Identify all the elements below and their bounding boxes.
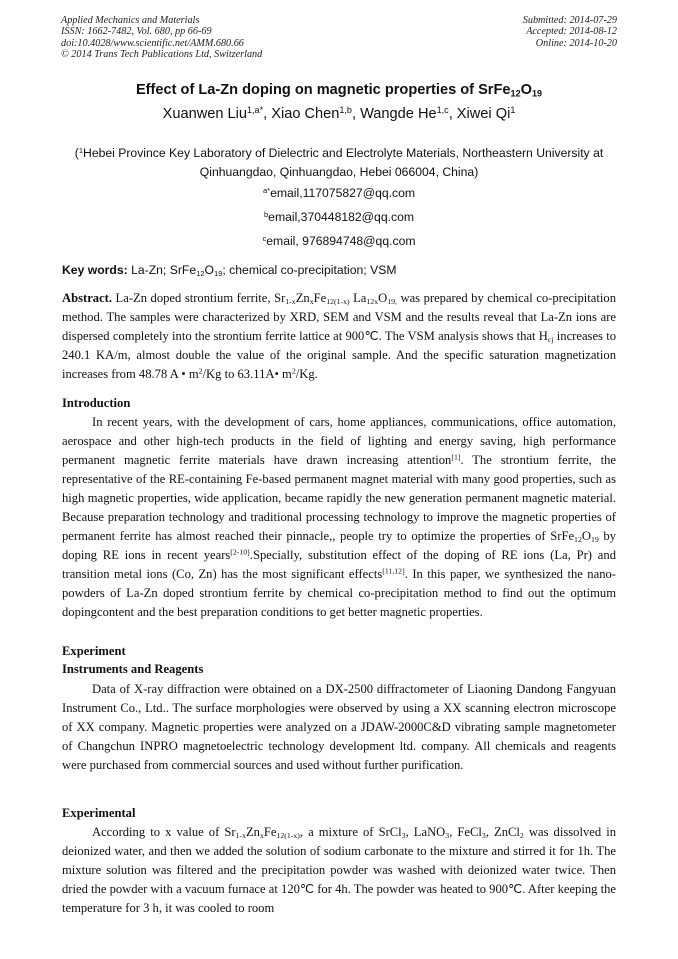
copyright-line: © 2014 Trans Tech Publications Ltd, Switzerland bbox=[61, 49, 263, 61]
email-line-a: $^{a*}$email,117075827@qq.com bbox=[262, 185, 416, 200]
author-list: Xuanwen Liu$^{1,a*}$, Xiao Chen$^{1,b}$, Wangde He$^{1,c}$, Xiwei Qi$^1$ bbox=[162, 105, 516, 122]
affiliation: ($^1$Hebei Province Key Laboratory of Dielectric and Electrolyte Materials, Northeastern University at Qinhuangdao, Qinhuangdao, Hebei 066004, China) bbox=[74, 145, 604, 179]
introduction-paragraph: In recent years, with the development of cars, home appliances, communications, office automation, aerospace and other high-tech products in the field of lighting and energy saving, high performance permanent magnetic ferrite materials have drawn increasing attention[1]. The strontium ferrite, the representative of the RE-containing Fe-based permanent magnet material with many good properties, such as high magnetic properties, wide application, became rapidly the new generation permanent magnetic material. Because preparation technology and traditional processing technology to improve the magnetic properties of permanent ferrite has almost reached their pinnacle,, people try to optimize the properties of $SrFe_{12}O_{19}$ by doping RE ions in recent years[2-10].Specially, substitution effect of the doping of RE ions (La, Pr) and transition metal ions (Co, Zn) has the most significant effects[11,12]. In this paper, we synthesized the nano-powders of La-Zn doped strontium ferrite by chemical co-precipitation method to find out the optimum dopingcontent and the best preparation conditions to get better magnetic properties. bbox=[62, 415, 616, 619]
email-line-c: $^c$email, 976894748@qq.com bbox=[262, 233, 416, 248]
abstract-paragraph: Abstract. La-Zn doped strontium ferrite, $Sr_{1-x}Zn_xFe_{12(1-x)}$ $La_{12x}O_{19,}$ was prepared by chemical co-precipitation method. The samples were characterized by XRD, SEM and VSM and the results reveal that La-Zn ions are dispersed completely into the strontium ferrite lattice at 900℃. The VSM analysis shows that $H_{cj}$ increases to 240.1 KA/m, almost double the value of the original sample. And the specific saturation magnetization increases from 48.78 A • $m^2/Kg$ to 63.11A• $m^2/Kg$. bbox=[62, 291, 616, 381]
abstract-label: Abstract. bbox=[62, 291, 113, 305]
journal-name: Applied Mechanics and Materials bbox=[61, 15, 200, 26]
email-line-b: $^b$email,370448182@qq.com bbox=[263, 209, 415, 224]
instruments-paragraph: Data of X-ray diffraction were obtained on a DX-2500 diffractometer of Liaoning Dandong Fangyuan Instrument Co., Ltd.. The surface morphologies were observed by using a XX scanning electron microscope of XX company. Magnetic properties were analyzed on a JDAW-2000C&D vibrating sample magnetometer of Changchun INPRO magnetoelectric technology development ltd. company. All chemicals and reagents were purchased from commercial sources and used without further purification. bbox=[62, 682, 616, 772]
experimental-paragraph: According to x value of $Sr_{1-x}Zn_xFe_{12(1-x)}$, a mixture of SrCl$_3$, LaNO$_3$, FeCl$_3$, ZnCl$_2$ was dissolved in deionized water, and then we added the solution of sodium carbonate to the mixture and stirred it for 1h. The mixture solution was filtered and the precipitation powder was washed with deionized water twice. Then dried the powder with a vacuum furnace at 120℃ for 4h. The powder was heated to 900℃. After keeping the temperature for 3 h, it was cooled to room bbox=[62, 825, 617, 915]
doi-line: doi:10.4028/www.scientific.net/AMM.680.66 bbox=[61, 37, 244, 49]
author-name: Xuanwen Liu bbox=[162, 106, 248, 122]
accepted-date: Accepted: 2014-08-12 bbox=[526, 26, 617, 38]
author-name: Xiwei Qi bbox=[456, 106, 511, 122]
author-name: Wangde He bbox=[360, 106, 437, 122]
experimental-heading: Experimental bbox=[62, 806, 136, 820]
online-date: Online: 2014-10-20 bbox=[535, 37, 617, 49]
submitted-date: Submitted: 2014-07-29 bbox=[522, 15, 617, 26]
paper-title: Effect of La-Zn doping on magnetic properties of $SrFe_{12}O_{19}$ bbox=[135, 82, 543, 99]
journal-header bbox=[61, 15, 262, 61]
issn-line: ISSN: 1662-7482, Vol. 680, pp 66-69 bbox=[61, 26, 212, 38]
introduction-heading: Introduction bbox=[62, 396, 131, 410]
instruments-subheading: Instruments and Reagents bbox=[62, 662, 204, 676]
experiment-heading: Experiment bbox=[62, 644, 126, 658]
keywords: Key words: La-Zn; $SrFe_{12}O_{19}$; chemical co-precipitation; VSM bbox=[62, 263, 397, 278]
author-name: Xiao Chen bbox=[271, 106, 340, 122]
dates-header bbox=[523, 15, 617, 49]
